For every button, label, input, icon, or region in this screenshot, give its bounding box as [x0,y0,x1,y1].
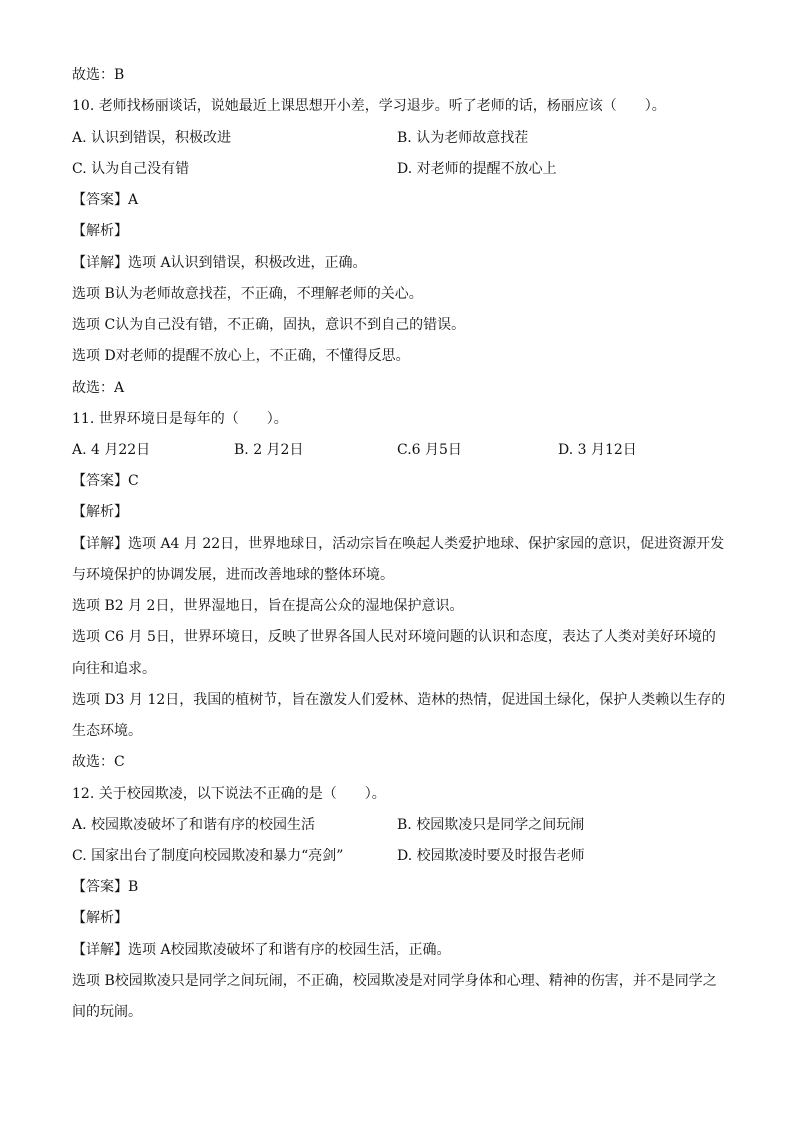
q10-explain-c: 选项 C认为自己没有错，不正确，固执，意识不到自己的错误。 [72,317,466,333]
q11-detail-line2: 与环境保护的协调发展，进而改善地球的整体环境。 [72,567,394,583]
q10-answer: 【答案】A [72,192,139,208]
q10-stem: 10. 老师找杨丽谈话，说她最近上课思想开小差，学习退步。听了老师的话，杨丽应该（ ）。 [72,98,666,114]
q11-explain-b: 选项 B2 月 2日，世界湿地日，旨在提高公众的湿地保护意识。 [72,598,464,614]
q12-stem: 12. 关于校园欺凌，以下说法不正确的是（ ）。 [72,786,386,802]
q11-explain-d-line1: 选项 D3 月 12日，我国的植树节，旨在激发人们爱林、造林的热情，促进国土绿化，保护人类赖以生存的 [72,692,726,708]
q10-choice: 故选：A [72,380,125,396]
q12-option-a: A. 校园欺凌破坏了和谐有序的校园生活 [72,817,316,833]
q10-detail: 【详解】选项 A认识到错误，积极改进，正确。 [72,255,367,271]
q11-answer: 【答案】C [72,473,139,489]
q12-answer: 【答案】B [72,879,139,895]
q11-detail-line1: 【详解】选项 A4 月 22日，世界地球日，活动宗旨在唤起人类爱护地球、保护家园的意识，促进资源开发 [72,536,725,552]
q11-option-c: C.6 月5日 [397,442,462,458]
q12-option-c: C. 国家出台了制度向校园欺凌和暴力“亮剑” [72,848,344,864]
q12-explain-b-line1: 选项 B校园欺凌只是同学之间玩闹，不正确，校园欺凌是对同学身体和心理、精神的伤害，并不是同学之 [72,973,717,989]
q10-option-a: A. 认识到错误，积极改进 [72,130,232,146]
q12-detail: 【详解】选项 A校园欺凌破坏了和谐有序的校园生活，正确。 [72,942,451,958]
q11-analysis-heading: 【解析】 [72,504,128,520]
q12-analysis-heading: 【解析】 [72,910,128,926]
q10-analysis-heading: 【解析】 [72,223,128,239]
q11-stem: 11. 世界环境日是每年的（ ）。 [72,411,288,427]
q10-option-b: B. 认为老师故意找茬 [397,130,529,146]
q11-explain-c-line1: 选项 C6 月 5日，世界环境日，反映了世界各国人民对环境问题的认识和态度，表达了人类对美好环境的 [72,629,716,645]
q12-explain-b-line2: 间的玩闹。 [72,1004,142,1020]
q10-option-c: C. 认为自己没有错 [72,161,190,177]
q11-explain-c-line2: 向往和追求。 [72,661,156,677]
q10-option-d: D. 对老师的提醒不放心上 [397,161,557,177]
q11-option-a: A. 4 月22日 [72,442,151,458]
q12-option-b: B. 校园欺凌只是同学之间玩闹 [397,817,585,833]
q10-explain-b: 选项 B认为老师故意找茬，不正确，不理解老师的关心。 [72,286,423,302]
q11-explain-d-line2: 生态环境。 [72,723,142,739]
q11-choice: 故选：C [72,754,125,770]
q11-option-d: D. 3 月12日 [558,442,637,458]
previous-choice: 故选：B [72,67,125,83]
q12-option-d: D. 校园欺凌时要及时报告老师 [397,848,585,864]
q11-option-b: B. 2 月2日 [234,442,304,458]
q10-explain-d: 选项 D对老师的提醒不放心上，不正确，不懂得反思。 [72,348,410,364]
